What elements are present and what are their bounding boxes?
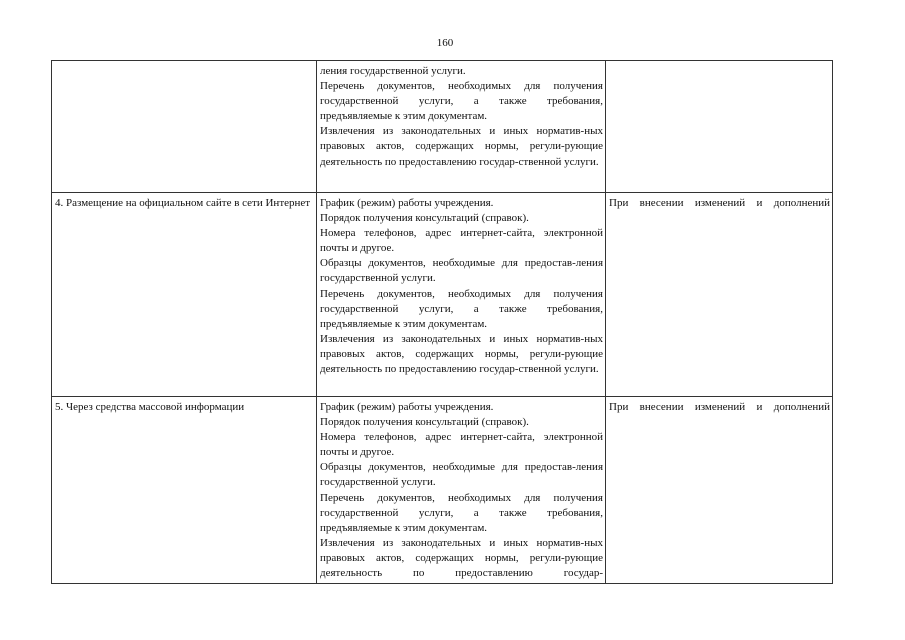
- info-table: [51, 60, 833, 584]
- content-cell: [317, 193, 606, 397]
- content-paragraph: Номера телефонов, адрес интернет-сайта, электронной почты и другое.: [320, 227, 603, 255]
- frequency-cell: При внесении изменений и дополнений: [606, 397, 833, 584]
- method-cell: [52, 61, 317, 193]
- content-paragraph: Извлечения из законодательных и иных норматив-ных правовых актов, содержащих нормы, регули-рующие деятельность по предоставлению государ-: [320, 536, 603, 580]
- table-body: [52, 61, 833, 584]
- frequency-cell: При внесении изменений и дополнений: [606, 193, 833, 397]
- table-row: [52, 397, 833, 584]
- content-paragraph: Перечень документов, необходимых для получения государственной услуги, а также требования, предъявляемые к этим документам.: [320, 287, 603, 330]
- content-paragraph: Извлечения из законодательных и иных норматив-ных правовых актов, содержащих нормы, регули-рующие деятельность по предоставлению государ-ственной услуги.: [320, 125, 603, 168]
- content-paragraph: Перечень документов, необходимых для получения государственной услуги, а также требования, предъявляемые к этим документам.: [320, 80, 603, 123]
- content-paragraph: График (режим) работы учреждения.: [320, 197, 494, 209]
- method-cell: 4. Размещение на официальном сайте в сети Интернет: [52, 193, 317, 397]
- content-paragraph: График (режим) работы учреждения.: [320, 401, 494, 413]
- content-paragraph: Перечень документов, необходимых для получения государственной услуги, а также требования, предъявляемые к этим документам.: [320, 491, 603, 534]
- content-paragraph: Порядок получения консультаций (справок).: [320, 212, 529, 225]
- content-paragraph: Извлечения из законодательных и иных норматив-ных правовых актов, содержащих нормы, регули-рующие деятельность по предоставлению государ-ственной услуги.: [320, 332, 603, 376]
- content-cell: [317, 61, 606, 193]
- table-row: [52, 193, 833, 397]
- content-paragraph: Порядок получения консультаций (справок).: [320, 416, 529, 429]
- content-paragraph: Номера телефонов, адрес интернет-сайта, электронной почты и другое.: [320, 431, 603, 459]
- frequency-cell: [606, 61, 833, 193]
- content-paragraph: ления государственной услуги.: [320, 65, 466, 77]
- content-cell: [317, 397, 606, 584]
- content-paragraph: Образцы документов, необходимые для предостав-ления государственной услуги.: [320, 257, 603, 285]
- page-number: 160: [436, 37, 454, 49]
- method-cell: 5. Через средства массовой информации: [52, 397, 317, 584]
- table-row: [52, 61, 833, 193]
- content-paragraph: Образцы документов, необходимые для предостав-ления государственной услуги.: [320, 461, 603, 489]
